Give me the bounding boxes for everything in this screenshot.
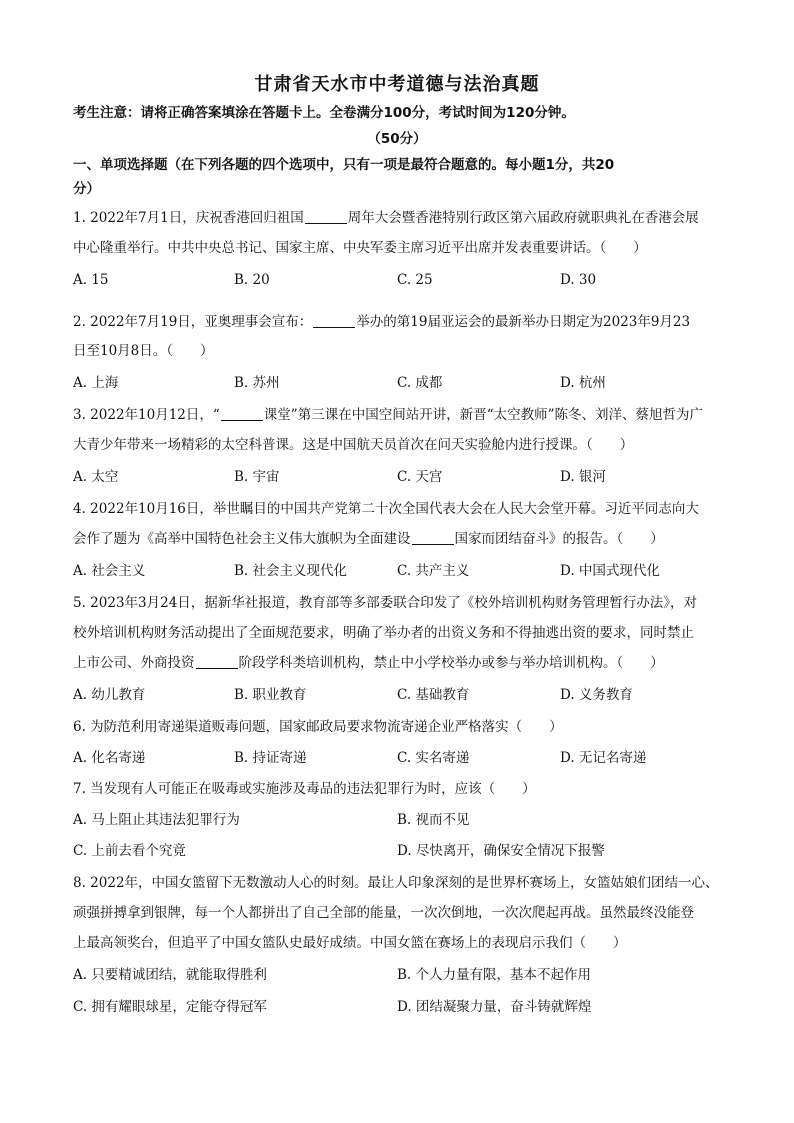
page-title: 甘肃省天水市中考道德与法治真题 xyxy=(254,74,540,95)
question-text: 上市公司、外商投资 xyxy=(73,655,195,671)
answer-blank xyxy=(305,209,347,224)
question-text: 国家而团结奋斗》的报告。（ ） xyxy=(454,531,664,547)
question-5-option-b: B. 职业教育 xyxy=(234,687,307,703)
question-text: 2. 2022年7月19日，亚奥理事会宣布： xyxy=(73,314,313,330)
question-7-option-a: A. 马上阻止其违法犯罪行为 xyxy=(73,812,240,828)
question-5-line-1: 5. 2023年3月24日，据新华社报道，教育部等多部委联合印发了《校外培训机构财务管理暂行办法》，对 xyxy=(73,595,698,611)
question-3-line-1 xyxy=(73,404,733,426)
question-4-option-b: B. 社会主义现代化 xyxy=(234,563,348,579)
question-5-option-a: A. 幼儿教育 xyxy=(73,687,146,703)
question-8-line-2: 顽强拼搏拿到银牌，每一个人都拼出了自己全部的能量，一次次倒地，一次次爬起再战。虽然最终没能登 xyxy=(73,905,694,921)
question-5-option-c: C. 基础教育 xyxy=(397,687,470,703)
question-4-option-c: C. 共产主义 xyxy=(397,563,470,579)
section-heading: 一、单项选择题（在下列各题的四个选项中，只有一项是最符合题意的。每小题1分，共20 xyxy=(73,157,615,173)
question-1-option-b: B. 20 xyxy=(234,272,270,288)
answer-blank xyxy=(313,313,355,328)
question-text: 课堂”第三课在中国空间站开讲，新晋“太空教师”陈冬、刘洋、蔡旭哲为广 xyxy=(263,407,704,423)
question-text: 3. 2022年10月12日，“ xyxy=(73,407,220,423)
question-1-option-a: A. 15 xyxy=(73,272,109,288)
question-2-option-c: C. 成都 xyxy=(397,375,443,391)
question-8-line-1: 8. 2022年，中国女篮留下无数激动人心的时刻。最让人印象深刻的是世界杯赛场上，女篮姑娘们团结一心、 xyxy=(73,875,719,891)
question-text: 阶段学科类培训机构，禁止中小学校举办或参与举办培训机构。（ ） xyxy=(238,655,664,671)
question-3-line-2: 大青少年带来一场精彩的太空科普课。这是中国航天员首次在问天实验舱内进行授课。（ ） xyxy=(73,437,634,453)
question-text: 会作了题为《高举中国特色社会主义伟大旗帜为全面建设 xyxy=(73,531,411,547)
exam-notice: 考生注意：请将正确答案填涂在答题卡上。全卷满分100分，考试时间为120分钟。 xyxy=(73,105,575,121)
question-4-line-2 xyxy=(73,528,733,550)
question-8-option-b: B. 个人力量有限，基本不起作用 xyxy=(397,967,592,983)
question-3-option-d: D. 银河 xyxy=(560,469,606,485)
question-4-option-d: D. 中国式现代化 xyxy=(560,563,660,579)
question-1-line-2: 中心隆重举行。中共中央总书记、国家主席、中央军委主席习近平出席并发表重要讲话。（ ） xyxy=(73,240,647,256)
question-4-option-a: A. 社会主义 xyxy=(73,563,146,579)
question-1-line-1 xyxy=(73,207,733,229)
question-3-option-a: A. 太空 xyxy=(73,469,119,485)
question-6-option-c: C. 实名寄递 xyxy=(397,750,470,766)
question-2-line-2: 日至10月8日。（ ） xyxy=(73,343,214,359)
question-7-option-d: D. 尽快离开，确保安全情况下报警 xyxy=(397,843,605,859)
question-2-option-a: A. 上海 xyxy=(73,375,119,391)
question-8-option-d: D. 团结凝聚力量，奋斗铸就辉煌 xyxy=(397,999,592,1015)
question-2-option-b: B. 苏州 xyxy=(234,375,280,391)
question-3-option-c: C. 天宫 xyxy=(397,469,443,485)
question-5-line-2: 校外培训机构财务活动提出了全面规范要求，明确了举办者的出资义务和不得抽逃出资的要求，同时禁止 xyxy=(73,625,694,641)
answer-blank xyxy=(221,406,263,421)
question-5-line-3 xyxy=(73,652,733,674)
question-7-option-b: B. 视而不见 xyxy=(397,812,470,828)
question-8-line-3: 上最高领奖台，但追平了中国女篮队史最好成绩。中国女篮在赛场上的表现启示我们（ ） xyxy=(73,935,627,951)
question-6-line-1: 6. 为防范利用寄递渠道贩毒问题，国家邮政局要求物流寄递企业严格落实（ ） xyxy=(73,719,563,735)
question-4-line-1: 4. 2022年10月16日，举世瞩目的中国共产党第二十次全国代表大会在人民大会堂开幕。习近平同志向大 xyxy=(73,501,699,517)
question-8-option-c: C. 拥有耀眼球星，定能夺得冠军 xyxy=(73,999,267,1015)
question-6-option-d: D. 无记名寄递 xyxy=(560,750,647,766)
answer-blank xyxy=(412,530,454,545)
question-6-option-a: A. 化名寄递 xyxy=(73,750,146,766)
question-3-option-b: B. 宇宙 xyxy=(234,469,280,485)
question-8-option-a: A. 只要精诚团结，就能取得胜利 xyxy=(73,967,267,983)
question-2-option-d: D. 杭州 xyxy=(560,375,606,391)
question-7-line-1: 7. 当发现有人可能正在吸毒或实施涉及毒品的违法犯罪行为时，应该（ ） xyxy=(73,781,536,797)
question-1-option-c: C. 25 xyxy=(397,272,433,288)
answer-blank xyxy=(196,654,238,669)
score-note: （50分） xyxy=(367,131,427,147)
section-heading-cont: 分） xyxy=(73,181,100,197)
question-6-option-b: B. 持证寄递 xyxy=(234,750,307,766)
question-text: 1. 2022年7月1日，庆祝香港回归祖国 xyxy=(73,210,304,226)
question-2-line-1 xyxy=(73,311,733,333)
question-5-option-d: D. 义务教育 xyxy=(560,687,633,703)
question-1-option-d: D. 30 xyxy=(560,272,597,288)
question-7-option-c: C. 上前去看个究竟 xyxy=(73,843,186,859)
question-text: 周年大会暨香港特别行政区第六届政府就职典礼在香港会展 xyxy=(347,210,699,226)
question-text: 举办的第19届亚运会的最新举办日期定为2023年9月23 xyxy=(356,314,691,330)
